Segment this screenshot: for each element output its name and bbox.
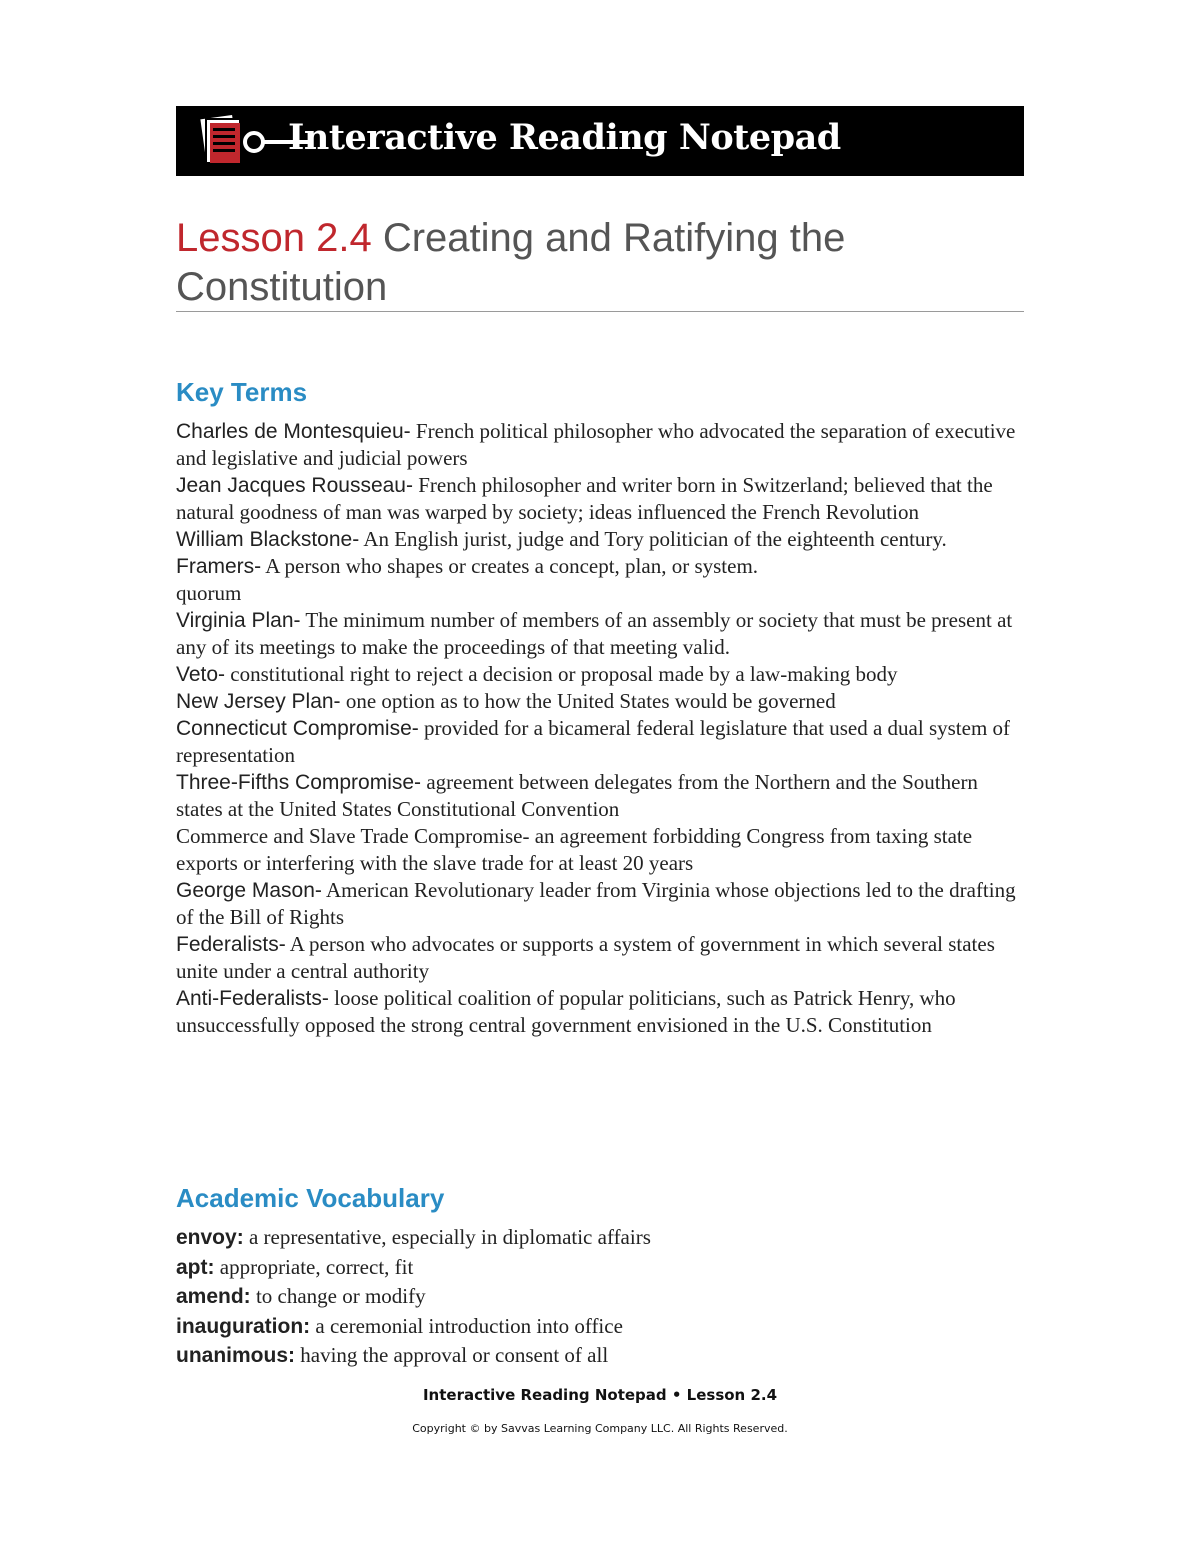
key-term-name: New Jersey Plan- [176,690,341,713]
key-term-name: Jean Jacques Rousseau- [176,474,413,497]
key-term-name: William Blackstone- [176,528,360,551]
key-term-definition: agreement between delegates from the Northern and the Southern states at the United States Constitutional Convention [176,770,978,821]
vocab-item [176,1282,1026,1312]
key-term-item [176,715,1028,769]
key-term-definition: A person who advocates or supports a system of government in which several states unite under a central authority [176,932,995,983]
vocab-word: amend: [176,1285,251,1308]
key-term-definition: American Revolutionary leader from Virginia whose objections led to the drafting of the Bill of Rights [176,878,1016,929]
vocab-word: unanimous: [176,1344,295,1367]
key-term-name: Framers- [176,555,262,578]
page-title [176,214,1024,312]
key-term-name: Federalists- [176,933,286,956]
banner-title: Interactive Reading Notepad [288,117,841,158]
vocab-item [176,1341,1026,1371]
vocab-word: envoy: [176,1226,244,1249]
lesson-title: Creating and Ratifying the Constitution [176,216,846,309]
key-terms-list [176,418,1028,1039]
heading-divider [176,311,1024,312]
key-term-item [176,580,1028,607]
key-term-name: Connecticut Compromise- [176,717,419,740]
key-term-name: Anti-Federalists- [176,987,329,1010]
key-term-definition: constitutional right to reject a decision or proposal made by a law-making body [230,662,898,686]
key-term-item [176,823,1028,877]
key-term-definition: one option as to how the United States would be governed [345,689,836,713]
key-term-item [176,985,1028,1039]
key-term-item [176,553,1028,580]
key-term-item [176,472,1028,526]
vocab-word: inauguration: [176,1314,311,1338]
key-term-definition: loose political coalition of popular politicians, such as Patrick Henry, who unsuccessfully opposed the strong central government envisioned in the U.S. Constitution [176,986,956,1037]
vocab-item [176,1223,1026,1253]
key-term-name: Charles de Montesquieu- [176,420,411,443]
key-term-definition: An English jurist, judge and Tory politician of the eighteenth century. [363,527,947,551]
key-term-item [176,418,1028,472]
key-term-item [176,769,1028,823]
copyright-notice: Copyright © by Savvas Learning Company LLC. All Rights Reserved. [412,1422,788,1435]
footer-lesson-line: Interactive Reading Notepad • Lesson 2.4 [422,1386,778,1404]
key-term-name: Three-Fifths Compromise- [176,771,422,794]
key-term-name: Veto- [176,663,226,686]
key-term-name: George Mason- [176,879,322,902]
key-term-name: Virginia Plan- [176,609,301,632]
vocab-definition: a ceremonial introduction into office [315,1313,623,1338]
key-term-definition: The minimum number of members of an assembly or society that must be present at any of its meetings to make the proceedings of that meeting valid. [176,608,1013,659]
key-term-definition: French philosopher and writer born in Switzerland; believed that the natural goodness of man was warped by society; ideas influenced the French Revolution [176,473,993,524]
academic-vocabulary-list [176,1223,1026,1371]
vocab-definition: a representative, especially in diplomatic affairs [248,1225,651,1249]
key-term-item [176,688,1028,715]
vocab-definition: appropriate, correct, fit [219,1254,414,1279]
key-term-definition: provided for a bicameral federal legislature that used a dual system of representation [176,716,1011,767]
key-term-definition: quorum [176,581,242,605]
banner [176,106,1024,176]
key-term-definition: French political philosopher who advocated the separation of executive and legislative and judicial powers [176,419,1016,470]
key-terms-heading: Key Terms [176,377,308,407]
key-term-item [176,931,1028,985]
vocab-definition: having the approval or consent of all [300,1343,609,1367]
vocab-word: apt: [176,1255,215,1279]
key-term-item [176,607,1028,661]
key-term-item [176,526,1028,553]
vocab-definition: to change or modify [255,1284,426,1308]
vocab-item [176,1253,1026,1283]
key-term-definition: Commerce and Slave Trade Compromise- an agreement forbidding Congress from taxing state exports or interfering with the slave trade for at least 20 years [176,824,973,875]
academic-vocabulary-heading: Academic Vocabulary [176,1183,445,1213]
key-term-definition: A person who shapes or creates a concept, plan, or system. [265,554,759,578]
key-term-item [176,661,1028,688]
vocab-item [176,1312,1026,1342]
lesson-number: Lesson 2.4 [176,216,372,260]
key-term-item [176,877,1028,931]
